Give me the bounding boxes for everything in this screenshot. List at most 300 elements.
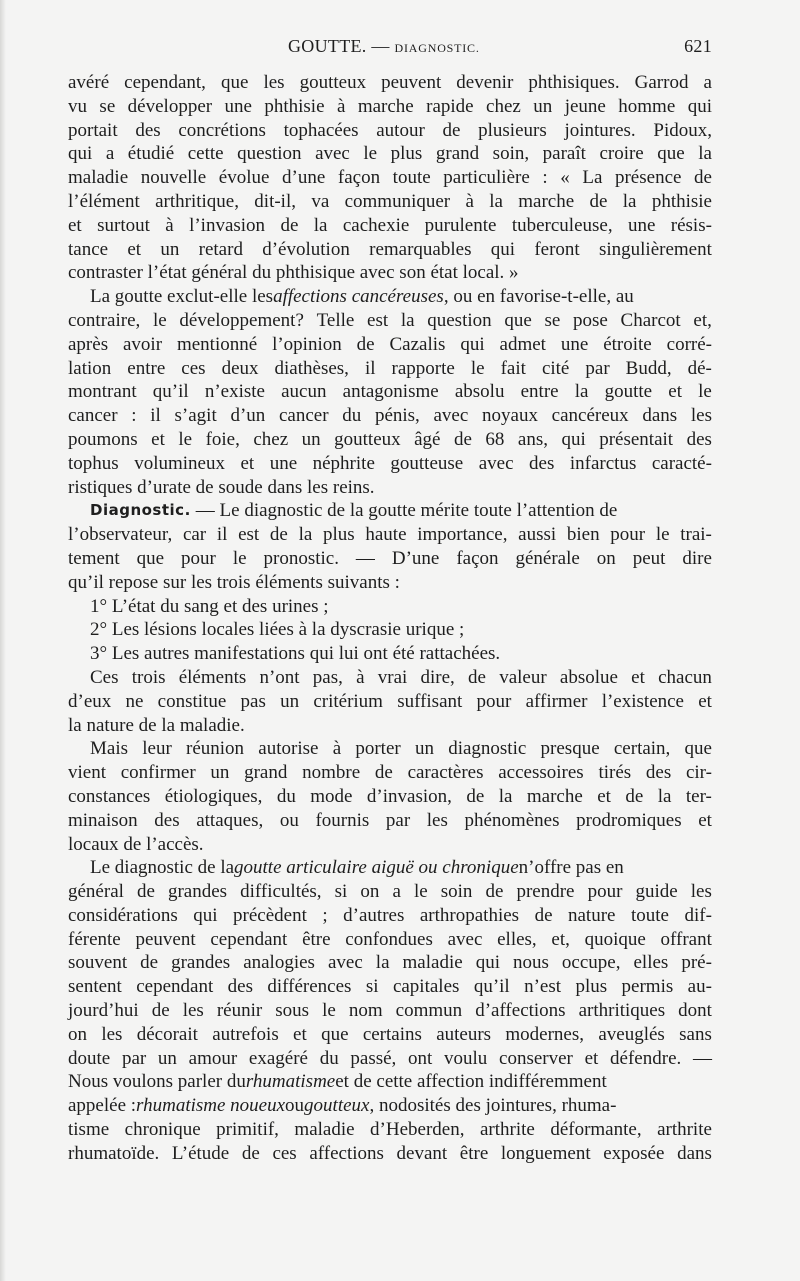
word: constances — [68, 785, 151, 807]
running-header — [68, 36, 712, 62]
word: plus — [390, 143, 423, 165]
word: évolue — [218, 167, 270, 189]
word: développer — [127, 95, 213, 117]
word: d’évolution — [262, 238, 350, 260]
word: et — [698, 809, 712, 831]
word: critérium — [313, 690, 383, 712]
word: jointures. — [564, 119, 636, 141]
word: les — [690, 405, 712, 427]
word: tement — [68, 547, 120, 569]
word: des — [686, 428, 712, 450]
word: marche — [526, 785, 583, 807]
word: nouvelle — [140, 167, 207, 189]
word: d’autres — [343, 904, 405, 926]
word: de — [140, 952, 159, 974]
word: du — [342, 405, 362, 427]
word: de — [151, 1000, 170, 1022]
word: et, — [551, 928, 570, 950]
word: contraire, — [68, 309, 141, 331]
body-text — [68, 71, 712, 1166]
word: à — [332, 738, 342, 760]
word: on — [596, 547, 616, 569]
text-line — [68, 214, 712, 238]
word: pour — [587, 881, 623, 903]
word: de — [485, 881, 504, 903]
word: l’existence — [601, 690, 684, 712]
word: de — [453, 428, 472, 450]
word: avéré — [68, 72, 110, 93]
word: sous — [275, 1000, 310, 1022]
word: une — [269, 452, 298, 474]
word: paraît — [542, 143, 586, 165]
word: est — [367, 309, 389, 331]
word: un — [210, 762, 230, 784]
word: qui — [490, 238, 516, 260]
word: la — [298, 524, 313, 546]
word: les — [101, 1023, 123, 1045]
word: de — [466, 785, 485, 807]
word: les — [426, 809, 448, 831]
word: auteurs — [436, 1023, 492, 1045]
word: nature — [568, 904, 616, 926]
word: Cazalis — [389, 333, 446, 355]
word: est — [238, 524, 260, 546]
word: une — [560, 333, 589, 355]
text-line — [68, 951, 712, 975]
word: la — [375, 952, 390, 974]
word: doute — [68, 1047, 111, 1069]
word: à — [356, 666, 365, 688]
word: singulièrement — [598, 238, 712, 260]
word: de — [356, 333, 375, 355]
word: au- — [687, 976, 712, 998]
word: certains — [362, 1023, 422, 1045]
word: vient — [68, 762, 106, 784]
word: chronique — [124, 1119, 201, 1141]
word: poumons — [68, 428, 138, 450]
word: absolu — [454, 381, 505, 403]
word: corré- — [666, 333, 712, 355]
word: de — [442, 119, 461, 141]
text-line — [68, 404, 712, 428]
word: de — [269, 524, 288, 546]
word: un — [157, 1047, 177, 1069]
text-line — [68, 785, 712, 809]
text-segment: et de cette affection indifféremment — [335, 1071, 607, 1093]
word: et — [293, 1023, 307, 1045]
word: modernes, — [505, 1023, 585, 1045]
word: dans — [677, 1142, 712, 1164]
word: de — [241, 1142, 260, 1164]
word: et — [584, 1047, 599, 1069]
text-line — [68, 809, 712, 833]
word: — — [692, 1047, 712, 1069]
word: du — [276, 785, 296, 807]
word: offrant — [660, 928, 712, 950]
word: communiquer — [344, 190, 451, 212]
word: le — [470, 357, 485, 379]
word: primitif, — [216, 1119, 279, 1141]
word: trois — [131, 666, 166, 688]
text-segment: , ou en favorise-t-elle, au — [443, 286, 634, 308]
word: n’ont — [259, 666, 300, 688]
word: être — [459, 1142, 489, 1164]
word: affirmer — [525, 690, 588, 712]
word: avec — [478, 452, 514, 474]
word: décorait — [136, 1023, 198, 1045]
word: Ces — [90, 666, 119, 688]
text-line — [68, 1094, 712, 1118]
word: marche — [357, 95, 414, 117]
word: dans — [642, 405, 678, 427]
text-line — [68, 999, 712, 1023]
word: nous — [512, 952, 549, 974]
word: marche — [518, 190, 575, 212]
text-segment: n’offre pas en — [518, 857, 624, 879]
word: tophus — [68, 452, 119, 474]
word: étiologiques, — [164, 785, 263, 807]
word: « — [560, 167, 570, 189]
word: autour — [376, 119, 425, 141]
word: la — [574, 381, 589, 403]
text-line — [68, 428, 712, 452]
word: goutteux — [299, 72, 367, 93]
word: étudié — [127, 143, 175, 165]
word: ; — [322, 904, 328, 926]
word: et — [668, 381, 682, 403]
text-line — [68, 975, 712, 999]
word: aussi — [518, 524, 557, 546]
word: et — [698, 690, 712, 712]
word: le — [232, 547, 247, 569]
word: d’eux — [68, 690, 112, 712]
word: Pidoux, — [653, 119, 712, 141]
word: n’existe — [204, 381, 265, 403]
word: aucun — [281, 381, 327, 403]
word: Budd, — [625, 357, 672, 379]
word: longuement — [500, 1142, 591, 1164]
word: : — [542, 167, 548, 189]
word: prendre — [516, 881, 575, 903]
word: on — [360, 881, 380, 903]
word: les — [690, 881, 712, 903]
word: goutteux — [334, 428, 401, 450]
text-line — [68, 761, 712, 785]
word: à — [165, 214, 174, 236]
word: cancer — [278, 405, 329, 427]
word: croire — [599, 143, 644, 165]
word: se — [99, 95, 116, 117]
word: et — [151, 428, 165, 450]
word: prodromiques — [576, 809, 682, 831]
word: phthisiques. — [528, 72, 620, 93]
word: homme — [618, 95, 676, 117]
text-segment: , nodosités des jointures, rhuma- — [369, 1095, 617, 1117]
word: guide — [635, 881, 678, 903]
word: rapide — [426, 95, 474, 117]
word: a — [703, 72, 712, 93]
text-segment: 1° L’état du sang et des urines ; — [90, 595, 329, 617]
word: avec — [433, 405, 469, 427]
word: précèdent — [233, 904, 307, 926]
word: du — [319, 1047, 339, 1069]
word: trai- — [680, 524, 712, 546]
word: le — [152, 309, 167, 331]
word: dont — [678, 1000, 712, 1022]
word: d’invasion, — [366, 785, 452, 807]
word: un — [280, 690, 300, 712]
word: qu’il — [473, 976, 510, 998]
word: quoique — [584, 928, 646, 950]
word: tuberculeuse, — [511, 214, 613, 236]
word: une — [627, 214, 656, 236]
word: le — [363, 143, 378, 165]
word: entre — [520, 381, 559, 403]
word: le — [413, 881, 428, 903]
word: éléments — [178, 666, 247, 688]
text-segment: locaux de l’accès. — [68, 833, 204, 855]
word: par — [121, 1047, 147, 1069]
word: qu’il — [152, 381, 189, 403]
emphasis: rhumatisme — [245, 1071, 336, 1093]
word: sentent — [68, 976, 122, 998]
word: voulu — [444, 1047, 488, 1069]
word: de — [694, 167, 712, 189]
word: à — [465, 190, 474, 212]
word: absolue — [559, 666, 618, 688]
word: Telle — [316, 309, 355, 331]
word: dire — [682, 547, 712, 569]
text-line — [68, 690, 712, 714]
word: jeune — [564, 95, 606, 117]
word: présentait — [599, 428, 674, 450]
word: que — [136, 547, 165, 569]
word: plus — [322, 524, 355, 546]
text-line — [68, 571, 712, 595]
word: bien — [566, 524, 600, 546]
word: occupe, — [561, 952, 621, 974]
word: ans, — [517, 428, 548, 450]
word: caracté- — [651, 452, 712, 474]
word: goutteuse — [390, 452, 464, 474]
word: rhumatoïde. — [68, 1142, 160, 1164]
text-segment: Le diagnostic de la — [90, 857, 235, 879]
word: cancéreux — [551, 405, 629, 427]
word: Garrod — [634, 72, 689, 93]
word: feront — [534, 238, 580, 260]
list-item — [68, 618, 712, 642]
text-line — [68, 142, 712, 166]
word: chez — [486, 95, 521, 117]
word: des — [154, 809, 180, 831]
word: pas — [240, 690, 266, 712]
text-line — [68, 928, 712, 952]
word: l’invasion — [189, 214, 266, 236]
section-heading: Diagnostic. — [90, 501, 191, 520]
word: jourd’hui — [68, 1000, 139, 1022]
word: L’étude — [171, 1142, 230, 1164]
text-line — [68, 166, 712, 190]
word: développement? — [179, 309, 304, 331]
word: d’un — [230, 405, 266, 427]
word: il — [364, 357, 376, 379]
word: pénis, — [374, 405, 420, 427]
word: pas, — [312, 666, 343, 688]
word: s’agit — [174, 405, 217, 427]
word: cité — [541, 357, 570, 379]
word: après — [68, 333, 109, 355]
text-line — [68, 380, 712, 404]
word: à — [336, 95, 346, 117]
emphasis: goutte articulaire aiguë ou chronique — [234, 857, 519, 879]
text-line — [68, 666, 712, 690]
word: étroite — [603, 333, 652, 355]
word: peut — [632, 547, 666, 569]
text-line — [68, 357, 712, 381]
word: cependant — [210, 928, 288, 950]
word: ces — [272, 1142, 297, 1164]
word: attaques, — [196, 809, 264, 831]
word: et — [597, 785, 611, 807]
word: noyaux — [482, 405, 538, 427]
word: particulière — [443, 167, 530, 189]
word: 68 — [485, 428, 505, 450]
word: général — [68, 881, 124, 903]
word: ces — [181, 357, 206, 379]
word: accessoires — [498, 762, 584, 784]
text-line — [68, 190, 712, 214]
word: être — [302, 928, 331, 950]
word: par — [585, 357, 610, 379]
word: l’observateur, — [68, 524, 173, 546]
word: que — [321, 1023, 349, 1045]
text-segment: contraster l’état général du phthisique avec son état local. » — [68, 262, 519, 284]
word: D’une — [391, 547, 440, 569]
emphasis: rhumatisme noueux — [136, 1095, 286, 1117]
text-segment: ristiques d’urate de soude dans les reins. — [68, 476, 375, 498]
header-dash: — — [371, 36, 390, 56]
word: pour — [610, 524, 646, 546]
text-line — [68, 71, 712, 95]
word: si — [334, 881, 348, 903]
word: des — [529, 452, 555, 474]
word: minaison — [68, 809, 138, 831]
text-line — [68, 1118, 712, 1142]
word: il — [150, 405, 161, 427]
text-line — [68, 309, 712, 333]
text-line — [68, 499, 712, 523]
word: d’affections — [475, 1000, 566, 1022]
word: diathèses, — [274, 357, 349, 379]
word: pour — [476, 690, 512, 712]
word: capitales — [392, 976, 460, 998]
word: soin, — [492, 143, 530, 165]
word: cancer — [68, 405, 118, 427]
word: autrefois — [212, 1023, 279, 1045]
word: exagéré — [248, 1047, 308, 1069]
word: antagonisme — [342, 381, 439, 403]
word: fournis — [315, 809, 370, 831]
word: cependant — [136, 976, 214, 998]
word: générale — [515, 547, 580, 569]
word: déformante, — [550, 1119, 642, 1141]
word: porter — [355, 738, 401, 760]
word: amour — [188, 1047, 238, 1069]
word: : — [131, 405, 137, 427]
list-item — [68, 642, 712, 666]
word: arthropathies — [419, 904, 520, 926]
word: caractères — [407, 762, 484, 784]
word: présence — [614, 167, 682, 189]
word: façon — [337, 167, 381, 189]
word: question — [237, 143, 302, 165]
word: diagnostic — [448, 738, 527, 760]
word: tophacées — [283, 119, 359, 141]
word: confondues — [345, 928, 433, 950]
word: volumineux — [134, 452, 225, 474]
word: mentionné — [176, 333, 258, 355]
word: ter- — [685, 785, 712, 807]
word: arthritiques — [578, 1000, 666, 1022]
word: constitue — [157, 690, 227, 712]
text-line — [68, 523, 712, 547]
word: soin — [440, 881, 473, 903]
word: dire, — [420, 666, 455, 688]
word: foie, — [205, 428, 240, 450]
word: avoir — [123, 333, 163, 355]
text-line — [68, 1070, 712, 1094]
section-name: DIAGNOSTIC. — [394, 41, 480, 55]
word: dif- — [684, 904, 712, 926]
word: phénomènes — [464, 809, 560, 831]
word: l’élément — [68, 190, 140, 212]
text-line — [68, 1047, 712, 1071]
word: passé, — [350, 1047, 397, 1069]
text-line — [68, 119, 712, 143]
word: ou — [279, 809, 299, 831]
word: chacun — [658, 666, 712, 688]
word: de — [374, 762, 393, 784]
word: et — [127, 238, 142, 260]
word: de — [468, 666, 486, 688]
word: haute — [365, 524, 407, 546]
word: admet — [499, 333, 546, 355]
word: qui — [687, 95, 712, 117]
word: permis — [621, 976, 674, 998]
running-title — [288, 36, 480, 57]
word: a — [392, 881, 401, 903]
text-line — [68, 476, 712, 500]
word: arthrite — [657, 1119, 712, 1141]
word: avec — [315, 143, 350, 165]
text-segment: qu’il repose sur les trois éléments suivants : — [68, 571, 400, 593]
word: avec — [447, 928, 483, 950]
word: chez — [253, 428, 289, 450]
word: peuvent — [135, 928, 196, 950]
text-segment: ou — [285, 1095, 305, 1117]
word: phthisie — [264, 95, 325, 117]
emphasis: affections cancéreuses — [273, 286, 444, 308]
word: cachexie — [342, 214, 410, 236]
text-line — [68, 737, 712, 761]
running-head: GOUTTE. — [288, 36, 367, 56]
word: grand — [435, 143, 480, 165]
word: de — [280, 214, 299, 236]
word: La — [582, 167, 603, 189]
word: portait — [68, 119, 118, 141]
word: des — [135, 119, 161, 141]
word: sans — [679, 1023, 712, 1045]
